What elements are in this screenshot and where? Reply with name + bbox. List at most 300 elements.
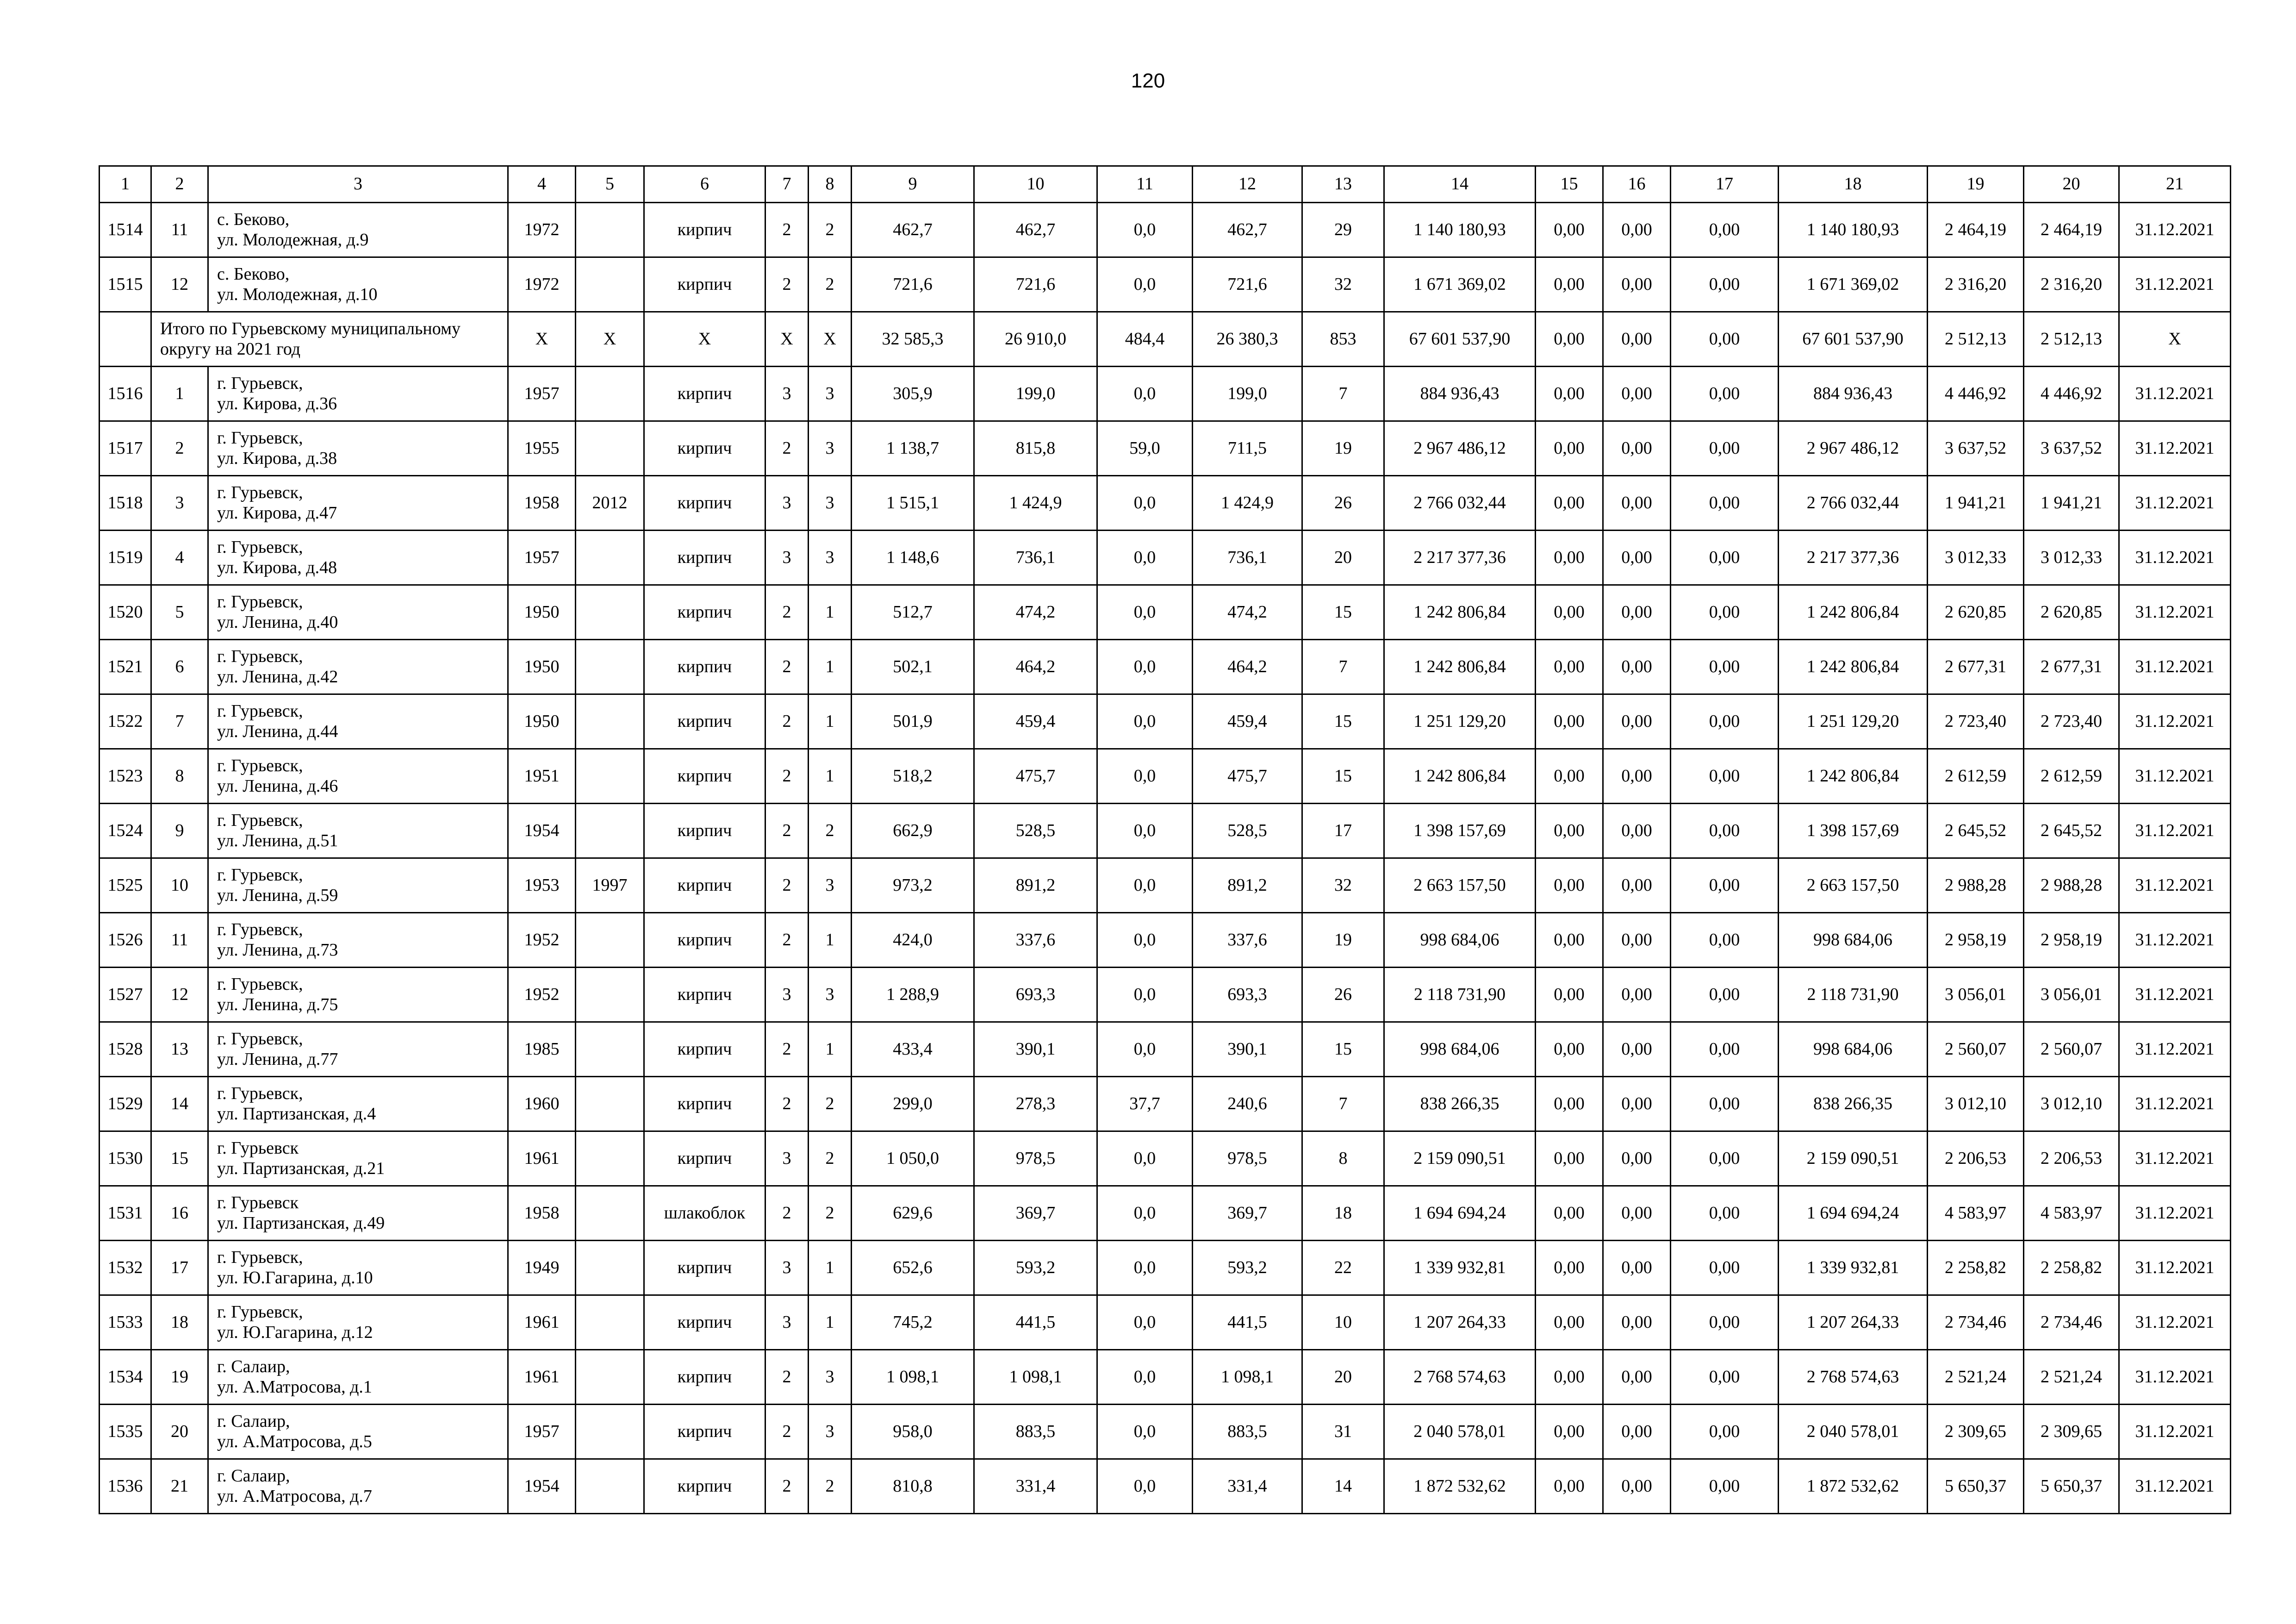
cell-c5 <box>576 968 644 1022</box>
cell-c21: 31.12.2021 <box>2119 1077 2231 1131</box>
cell-c21: 31.12.2021 <box>2119 1459 2231 1514</box>
cell-c10: 891,2 <box>974 858 1097 913</box>
cell-c21: 31.12.2021 <box>2119 585 2231 640</box>
cell-c4: 1957 <box>508 1405 576 1459</box>
cell-c10: 1 424,9 <box>974 476 1097 531</box>
cell-c5 <box>576 585 644 640</box>
cell-c14: 884 936,43 <box>1384 367 1536 421</box>
address-street: ул. Молодежная, д.10 <box>217 284 378 304</box>
cell-c18: 2 766 032,44 <box>1779 476 1928 531</box>
cell-c10: 593,2 <box>974 1241 1097 1295</box>
cell-c10: 462,7 <box>974 203 1097 257</box>
cell-c15: 0,00 <box>1536 367 1603 421</box>
cell-c7: 2 <box>765 203 809 257</box>
cell-c14: 838 266,35 <box>1384 1077 1536 1131</box>
cell-c1: 1517 <box>100 421 151 476</box>
cell-c13: 17 <box>1302 804 1384 858</box>
cell-c18: 998 684,06 <box>1779 1022 1928 1077</box>
cell-c12: 369,7 <box>1193 1186 1302 1241</box>
cell-c13: 15 <box>1302 1022 1384 1077</box>
cell-c21: 31.12.2021 <box>2119 367 2231 421</box>
column-number-header: 2 <box>151 166 208 203</box>
cell-c12: 240,6 <box>1193 1077 1302 1131</box>
cell-c21: 31.12.2021 <box>2119 858 2231 913</box>
cell-c8: 1 <box>809 913 852 968</box>
cell-c2: 1 <box>151 367 208 421</box>
housing-registry-table <box>99 165 2231 1514</box>
cell-c1: 1525 <box>100 858 151 913</box>
cell-c8: 2 <box>809 804 852 858</box>
cell-c1: 1524 <box>100 804 151 858</box>
cell-c10: 883,5 <box>974 1405 1097 1459</box>
cell-c16: 0,00 <box>1603 367 1671 421</box>
cell-c13: 14 <box>1302 1459 1384 1514</box>
column-number-header: 1 <box>100 166 151 203</box>
cell-c21: 31.12.2021 <box>2119 1350 2231 1405</box>
cell-c16: 0,00 <box>1603 421 1671 476</box>
cell-c18: 1 398 157,69 <box>1779 804 1928 858</box>
address-locality: г. Салаир, <box>217 1466 290 1486</box>
table-row <box>100 1405 2231 1459</box>
cell-c21: 31.12.2021 <box>2119 968 2231 1022</box>
cell-c5 <box>576 367 644 421</box>
cell-c21: 31.12.2021 <box>2119 531 2231 585</box>
cell-c7: 2 <box>765 585 809 640</box>
cell-c7: 2 <box>765 804 809 858</box>
cell-c15: 0,00 <box>1536 804 1603 858</box>
cell-c8: 2 <box>809 1459 852 1514</box>
cell-c10: 721,6 <box>974 257 1097 312</box>
cell-c14: 2 159 090,51 <box>1384 1131 1536 1186</box>
cell-c6: кирпич <box>644 203 765 257</box>
cell-c4: 1955 <box>508 421 576 476</box>
cell-c20: 2 734,46 <box>2024 1295 2119 1350</box>
cell-c14: 1 242 806,84 <box>1384 749 1536 804</box>
cell-c15: 0,00 <box>1536 913 1603 968</box>
column-number-header: 21 <box>2119 166 2231 203</box>
total-c20: 2 512,13 <box>2024 312 2119 367</box>
cell-c11: 0,0 <box>1097 476 1193 531</box>
cell-c6: кирпич <box>644 585 765 640</box>
cell-c18: 1 207 264,33 <box>1779 1295 1928 1350</box>
total-c8: Х <box>809 312 852 367</box>
cell-c14: 2 217 377,36 <box>1384 531 1536 585</box>
cell-c2: 14 <box>151 1077 208 1131</box>
cell-c4: 1958 <box>508 1186 576 1241</box>
cell-c8: 1 <box>809 1295 852 1350</box>
cell-c7: 3 <box>765 968 809 1022</box>
total-c19: 2 512,13 <box>1928 312 2024 367</box>
address-locality: г. Гурьевск, <box>217 810 303 830</box>
cell-c1: 1535 <box>100 1405 151 1459</box>
cell-c12: 978,5 <box>1193 1131 1302 1186</box>
cell-c19: 4 583,97 <box>1928 1186 2024 1241</box>
cell-c17: 0,00 <box>1671 804 1779 858</box>
cell-c21: 31.12.2021 <box>2119 203 2231 257</box>
cell-c9: 1 138,7 <box>852 421 974 476</box>
cell-c20: 2 677,31 <box>2024 640 2119 694</box>
cell-c16: 0,00 <box>1603 640 1671 694</box>
cell-c4: 1950 <box>508 694 576 749</box>
cell-c13: 18 <box>1302 1186 1384 1241</box>
cell-c8: 1 <box>809 1022 852 1077</box>
cell-c15: 0,00 <box>1536 1459 1603 1514</box>
address-street: ул. Кирова, д.36 <box>217 394 337 413</box>
cell-c2: 5 <box>151 585 208 640</box>
table-row <box>100 804 2231 858</box>
column-number-header: 18 <box>1779 166 1928 203</box>
column-number-header: 9 <box>852 166 974 203</box>
cell-c20: 3 056,01 <box>2024 968 2119 1022</box>
cell-c5 <box>576 1350 644 1405</box>
cell-c15: 0,00 <box>1536 421 1603 476</box>
address-locality: г. Салаир, <box>217 1411 290 1431</box>
cell-c18: 2 217 377,36 <box>1779 531 1928 585</box>
cell-c8: 1 <box>809 585 852 640</box>
table-row <box>100 749 2231 804</box>
column-number-header: 12 <box>1193 166 1302 203</box>
cell-c9: 721,6 <box>852 257 974 312</box>
cell-c10: 464,2 <box>974 640 1097 694</box>
cell-c6: кирпич <box>644 913 765 968</box>
cell-c1: 1533 <box>100 1295 151 1350</box>
cell-c6: кирпич <box>644 1131 765 1186</box>
cell-c11: 0,0 <box>1097 1241 1193 1295</box>
cell-c8: 1 <box>809 694 852 749</box>
cell-c18: 2 768 574,63 <box>1779 1350 1928 1405</box>
cell-c17: 0,00 <box>1671 858 1779 913</box>
cell-c18: 1 694 694,24 <box>1779 1186 1928 1241</box>
table-row <box>100 476 2231 531</box>
cell-c4: 1952 <box>508 913 576 968</box>
cell-c9: 424,0 <box>852 913 974 968</box>
cell-c2: 18 <box>151 1295 208 1350</box>
cell-c16: 0,00 <box>1603 1186 1671 1241</box>
cell-c20: 2 723,40 <box>2024 694 2119 749</box>
cell-c12: 331,4 <box>1193 1459 1302 1514</box>
cell-c11: 0,0 <box>1097 367 1193 421</box>
cell-c19: 2 612,59 <box>1928 749 2024 804</box>
cell-c5 <box>576 1077 644 1131</box>
cell-c19: 3 056,01 <box>1928 968 2024 1022</box>
address-locality: г. Гурьевск, <box>217 592 303 612</box>
cell-c10: 369,7 <box>974 1186 1097 1241</box>
cell-c11: 0,0 <box>1097 1459 1193 1514</box>
cell-c19: 2 258,82 <box>1928 1241 2024 1295</box>
cell-c14: 1 242 806,84 <box>1384 640 1536 694</box>
cell-c12: 475,7 <box>1193 749 1302 804</box>
cell-c8: 1 <box>809 749 852 804</box>
cell-c5 <box>576 1241 644 1295</box>
cell-c14: 2 663 157,50 <box>1384 858 1536 913</box>
address-street: ул. Ленина, д.46 <box>217 776 338 796</box>
address-locality: г. Гурьевск <box>217 1193 299 1212</box>
cell-c4: 1961 <box>508 1131 576 1186</box>
column-number-header: 20 <box>2024 166 2119 203</box>
cell-c13: 15 <box>1302 585 1384 640</box>
cell-c1: 1531 <box>100 1186 151 1241</box>
address-cell <box>208 1131 508 1186</box>
cell-c5 <box>576 203 644 257</box>
cell-c8: 2 <box>809 257 852 312</box>
cell-c10: 736,1 <box>974 531 1097 585</box>
cell-c9: 1 515,1 <box>852 476 974 531</box>
cell-c5 <box>576 1131 644 1186</box>
address-locality: г. Гурьевск, <box>217 1302 303 1322</box>
address-street: ул. Партизанская, д.49 <box>217 1213 385 1233</box>
cell-c19: 2 464,19 <box>1928 203 2024 257</box>
address-cell <box>208 203 508 257</box>
cell-c1: 1532 <box>100 1241 151 1295</box>
cell-c19: 3 637,52 <box>1928 421 2024 476</box>
cell-c16: 0,00 <box>1603 1350 1671 1405</box>
cell-c8: 3 <box>809 531 852 585</box>
cell-c14: 2 766 032,44 <box>1384 476 1536 531</box>
cell-c19: 2 316,20 <box>1928 257 2024 312</box>
cell-c19: 2 521,24 <box>1928 1350 2024 1405</box>
cell-c1: 1527 <box>100 968 151 1022</box>
cell-c1: 1530 <box>100 1131 151 1186</box>
cell-c20: 2 988,28 <box>2024 858 2119 913</box>
cell-c13: 7 <box>1302 640 1384 694</box>
address-cell <box>208 1186 508 1241</box>
cell-c2: 12 <box>151 968 208 1022</box>
cell-c1: 1514 <box>100 203 151 257</box>
cell-c6: кирпич <box>644 694 765 749</box>
cell-c9: 502,1 <box>852 640 974 694</box>
cell-c11: 0,0 <box>1097 585 1193 640</box>
cell-c13: 32 <box>1302 257 1384 312</box>
cell-c18: 998 684,06 <box>1779 913 1928 968</box>
cell-c2: 13 <box>151 1022 208 1077</box>
cell-c1: 1536 <box>100 1459 151 1514</box>
address-street: ул. Партизанская, д.21 <box>217 1158 385 1178</box>
cell-c18: 838 266,35 <box>1779 1077 1928 1131</box>
cell-c19: 5 650,37 <box>1928 1459 2024 1514</box>
cell-c19: 2 309,65 <box>1928 1405 2024 1459</box>
address-locality: г. Гурьевск, <box>217 865 303 885</box>
table-row <box>100 531 2231 585</box>
cell-c5 <box>576 1405 644 1459</box>
cell-c4: 1957 <box>508 367 576 421</box>
cell-c7: 2 <box>765 1459 809 1514</box>
address-locality: г. Гурьевск, <box>217 428 303 448</box>
cell-c9: 1 148,6 <box>852 531 974 585</box>
cell-c1: 1519 <box>100 531 151 585</box>
cell-c21: 31.12.2021 <box>2119 1131 2231 1186</box>
cell-c5 <box>576 531 644 585</box>
address-locality: г. Гурьевск, <box>217 701 303 721</box>
cell-c15: 0,00 <box>1536 203 1603 257</box>
table-row <box>100 1131 2231 1186</box>
cell-c17: 0,00 <box>1671 421 1779 476</box>
cell-c20: 2 645,52 <box>2024 804 2119 858</box>
address-cell <box>208 968 508 1022</box>
total-c12: 26 380,3 <box>1193 312 1302 367</box>
cell-c6: кирпич <box>644 367 765 421</box>
cell-c21: 31.12.2021 <box>2119 749 2231 804</box>
cell-c19: 3 012,10 <box>1928 1077 2024 1131</box>
cell-c20: 4 446,92 <box>2024 367 2119 421</box>
cell-c8: 1 <box>809 640 852 694</box>
cell-c19: 2 620,85 <box>1928 585 2024 640</box>
cell-c9: 501,9 <box>852 694 974 749</box>
cell-c17: 0,00 <box>1671 203 1779 257</box>
cell-c21: 31.12.2021 <box>2119 1295 2231 1350</box>
cell-c9: 745,2 <box>852 1295 974 1350</box>
cell-c18: 2 967 486,12 <box>1779 421 1928 476</box>
cell-c21: 31.12.2021 <box>2119 1186 2231 1241</box>
cell-c17: 0,00 <box>1671 1241 1779 1295</box>
total-c5: Х <box>576 312 644 367</box>
address-cell <box>208 476 508 531</box>
cell-c7: 2 <box>765 1186 809 1241</box>
cell-c14: 1 671 369,02 <box>1384 257 1536 312</box>
address-street: ул. Ленина, д.75 <box>217 994 338 1014</box>
cell-c2: 8 <box>151 749 208 804</box>
table-row <box>100 257 2231 312</box>
cell-c15: 0,00 <box>1536 640 1603 694</box>
cell-c1: 1523 <box>100 749 151 804</box>
cell-c9: 1 288,9 <box>852 968 974 1022</box>
cell-c6: кирпич <box>644 531 765 585</box>
address-cell <box>208 1459 508 1514</box>
cell-c4: 1954 <box>508 1459 576 1514</box>
cell-c9: 1 098,1 <box>852 1350 974 1405</box>
cell-c12: 528,5 <box>1193 804 1302 858</box>
address-cell <box>208 421 508 476</box>
cell-c19: 2 645,52 <box>1928 804 2024 858</box>
cell-c10: 199,0 <box>974 367 1097 421</box>
address-street: ул. Ленина, д.59 <box>217 885 338 905</box>
cell-c5 <box>576 1022 644 1077</box>
cell-c19: 2 958,19 <box>1928 913 2024 968</box>
cell-c8: 3 <box>809 858 852 913</box>
cell-c14: 1 140 180,93 <box>1384 203 1536 257</box>
total-empty-cell <box>100 312 151 367</box>
cell-c13: 7 <box>1302 1077 1384 1131</box>
cell-c5 <box>576 1459 644 1514</box>
address-locality: г. Гурьевск, <box>217 1083 303 1103</box>
cell-c16: 0,00 <box>1603 968 1671 1022</box>
cell-c6: кирпич <box>644 640 765 694</box>
cell-c16: 0,00 <box>1603 1295 1671 1350</box>
cell-c4: 1951 <box>508 749 576 804</box>
cell-c8: 2 <box>809 1131 852 1186</box>
cell-c2: 6 <box>151 640 208 694</box>
cell-c17: 0,00 <box>1671 531 1779 585</box>
total-row <box>100 312 2231 367</box>
address-locality: г. Гурьевск, <box>217 373 303 393</box>
cell-c14: 1 242 806,84 <box>1384 585 1536 640</box>
cell-c2: 11 <box>151 913 208 968</box>
cell-c6: кирпич <box>644 804 765 858</box>
column-number-header: 6 <box>644 166 765 203</box>
address-street: ул. Ленина, д.42 <box>217 667 338 687</box>
cell-c11: 0,0 <box>1097 1186 1193 1241</box>
cell-c12: 464,2 <box>1193 640 1302 694</box>
address-street: ул. Ю.Гагарина, д.10 <box>217 1268 373 1287</box>
cell-c20: 2 464,19 <box>2024 203 2119 257</box>
column-number-header: 14 <box>1384 166 1536 203</box>
cell-c2: 10 <box>151 858 208 913</box>
cell-c10: 1 098,1 <box>974 1350 1097 1405</box>
cell-c18: 1 242 806,84 <box>1779 640 1928 694</box>
cell-c7: 2 <box>765 640 809 694</box>
cell-c17: 0,00 <box>1671 367 1779 421</box>
address-locality: г. Гурьевск, <box>217 919 303 939</box>
address-cell <box>208 1241 508 1295</box>
address-cell <box>208 257 508 312</box>
cell-c7: 2 <box>765 694 809 749</box>
cell-c7: 2 <box>765 1022 809 1077</box>
cell-c15: 0,00 <box>1536 1241 1603 1295</box>
cell-c16: 0,00 <box>1603 1405 1671 1459</box>
cell-c9: 462,7 <box>852 203 974 257</box>
column-number-header: 5 <box>576 166 644 203</box>
cell-c8: 2 <box>809 1186 852 1241</box>
cell-c21: 31.12.2021 <box>2119 1405 2231 1459</box>
cell-c11: 59,0 <box>1097 421 1193 476</box>
cell-c1: 1518 <box>100 476 151 531</box>
cell-c6: шлакоблок <box>644 1186 765 1241</box>
cell-c4: 1954 <box>508 804 576 858</box>
total-c16: 0,00 <box>1603 312 1671 367</box>
cell-c12: 711,5 <box>1193 421 1302 476</box>
cell-c13: 32 <box>1302 858 1384 913</box>
cell-c13: 10 <box>1302 1295 1384 1350</box>
cell-c20: 2 316,20 <box>2024 257 2119 312</box>
cell-c20: 2 612,59 <box>2024 749 2119 804</box>
cell-c17: 0,00 <box>1671 913 1779 968</box>
cell-c7: 2 <box>765 858 809 913</box>
cell-c6: кирпич <box>644 1077 765 1131</box>
address-street: ул. Ю.Гагарина, д.12 <box>217 1322 373 1342</box>
cell-c21: 31.12.2021 <box>2119 1241 2231 1295</box>
cell-c9: 518,2 <box>852 749 974 804</box>
cell-c19: 2 560,07 <box>1928 1022 2024 1077</box>
cell-c8: 3 <box>809 476 852 531</box>
table-row <box>100 1295 2231 1350</box>
cell-c10: 331,4 <box>974 1459 1097 1514</box>
address-street: ул. Кирова, д.48 <box>217 557 337 577</box>
cell-c19: 3 012,33 <box>1928 531 2024 585</box>
table-row <box>100 640 2231 694</box>
address-locality: г. Гурьевск, <box>217 646 303 666</box>
cell-c11: 0,0 <box>1097 531 1193 585</box>
cell-c20: 2 620,85 <box>2024 585 2119 640</box>
cell-c9: 299,0 <box>852 1077 974 1131</box>
cell-c16: 0,00 <box>1603 476 1671 531</box>
total-c10: 26 910,0 <box>974 312 1097 367</box>
cell-c5 <box>576 694 644 749</box>
cell-c6: кирпич <box>644 858 765 913</box>
cell-c15: 0,00 <box>1536 1295 1603 1350</box>
address-street: ул. Ленина, д.73 <box>217 940 338 960</box>
cell-c7: 2 <box>765 421 809 476</box>
column-number-header: 8 <box>809 166 852 203</box>
address-locality: г. Гурьевск, <box>217 974 303 994</box>
cell-c13: 20 <box>1302 1350 1384 1405</box>
cell-c4: 1953 <box>508 858 576 913</box>
cell-c8: 2 <box>809 203 852 257</box>
cell-c15: 0,00 <box>1536 1022 1603 1077</box>
cell-c2: 20 <box>151 1405 208 1459</box>
cell-c12: 883,5 <box>1193 1405 1302 1459</box>
cell-c2: 17 <box>151 1241 208 1295</box>
table-body <box>100 166 2231 1514</box>
address-cell <box>208 367 508 421</box>
